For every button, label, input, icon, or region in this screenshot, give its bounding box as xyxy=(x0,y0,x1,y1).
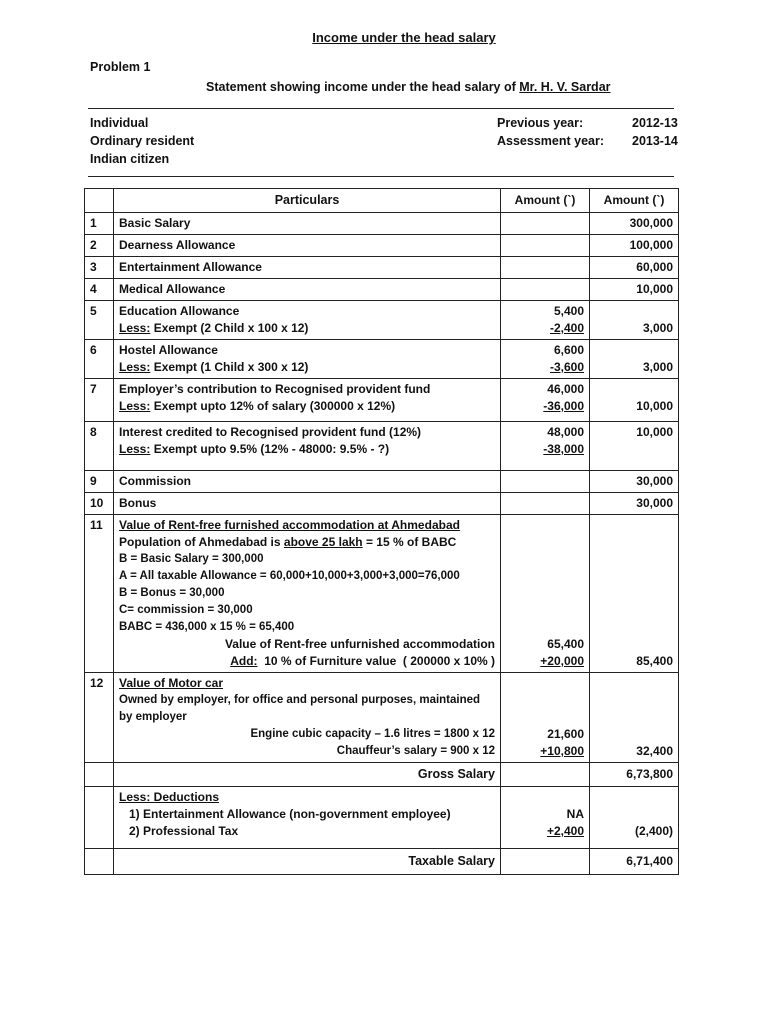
previous-year-value: 2012-13 xyxy=(632,116,678,130)
table-row xyxy=(85,235,679,257)
calc-line: A = All taxable Allowance = 60,000+10,000+3,000+3,000=76,000 xyxy=(119,570,460,582)
table-row xyxy=(85,422,679,471)
row-total: 300,000 xyxy=(590,213,679,235)
table-row-accommodation xyxy=(85,515,679,673)
row-number: 6 xyxy=(85,340,114,379)
population-prefix: Population of Ahmedabad is xyxy=(119,535,284,549)
calc-line: BABC = 436,000 x 15 % = 65,400 xyxy=(119,621,295,633)
row-label: Dearness Allowance xyxy=(114,235,501,257)
assessee-name: Mr. H. V. Sardar xyxy=(519,80,611,94)
row-label: Employer’s contribution to Recognised provident fund xyxy=(119,382,431,396)
row-total: 30,000 xyxy=(590,493,679,515)
table-row xyxy=(85,471,679,493)
divider-bottom xyxy=(88,176,674,177)
row-number: 10 xyxy=(85,493,114,515)
population-suffix: = 15 % of BABC xyxy=(362,535,457,549)
calc-line: B = Basic Salary = 300,000 xyxy=(119,553,264,565)
amount-entertainment-deduction: NA xyxy=(566,807,584,821)
amount-exempt: -2,400 xyxy=(549,321,584,335)
amount-gross: 5,400 xyxy=(553,304,584,318)
row-total: 60,000 xyxy=(590,257,679,279)
row-label: Medical Allowance xyxy=(114,279,501,301)
problem-label: Problem 1 xyxy=(90,60,151,74)
row-label: Interest credited to Recognised provident fund (12%) xyxy=(119,425,422,439)
row-label: Hostel Allowance xyxy=(119,343,218,357)
statement-heading xyxy=(206,80,611,94)
row-number: 9 xyxy=(85,471,114,493)
deductions-row xyxy=(85,787,679,849)
row-total: 10,000 xyxy=(590,379,679,422)
row-label: Basic Salary xyxy=(114,213,501,235)
table-row xyxy=(85,493,679,515)
table-row xyxy=(85,301,679,340)
amount-exempt: -36,000 xyxy=(543,399,584,413)
row-number: 4 xyxy=(85,279,114,301)
page-title: Income under the head salary xyxy=(312,30,496,45)
amount-chauffeur: +10,800 xyxy=(540,744,584,758)
deduction-item: 2) Professional Tax xyxy=(129,824,239,838)
table-row-motor-car xyxy=(85,673,679,763)
add-word: Add: xyxy=(230,654,258,668)
assessee-status: Individual xyxy=(90,116,149,130)
row-number: 2 xyxy=(85,235,114,257)
assessee-residence: Ordinary resident xyxy=(90,134,195,148)
less-text: Exempt (2 Child x 100 x 12) xyxy=(150,321,309,335)
gross-salary-row xyxy=(85,763,679,787)
less-word: Less: xyxy=(119,442,151,456)
amount-exempt: -38,000 xyxy=(543,442,584,456)
taxable-salary-row xyxy=(85,849,679,875)
taxable-salary-label: Taxable Salary xyxy=(114,849,501,875)
calc-line: C= commission = 30,000 xyxy=(119,604,253,616)
table-row xyxy=(85,257,679,279)
row-label: Entertainment Allowance xyxy=(114,257,501,279)
table-row xyxy=(85,213,679,235)
row-total: 3,000 xyxy=(590,340,679,379)
assessment-year-value: 2013-14 xyxy=(632,134,678,148)
row-number: 5 xyxy=(85,301,114,340)
less-word: Less: xyxy=(119,360,151,374)
amount-gross: 46,000 xyxy=(547,382,584,396)
assessment-year-label: Assessment year: xyxy=(497,134,605,148)
divider-top xyxy=(88,108,674,109)
row-label: Commission xyxy=(114,471,501,493)
deductions-total: (2,400) xyxy=(590,787,679,849)
header-amount-1: Amount (`) xyxy=(501,189,590,213)
row-number: 8 xyxy=(85,422,114,471)
row-total: 10,000 xyxy=(590,422,679,471)
amount-gross: 48,000 xyxy=(547,425,584,439)
previous-year-label: Previous year: xyxy=(497,116,584,130)
row-total: 100,000 xyxy=(590,235,679,257)
amount-exempt: -3,600 xyxy=(549,360,584,374)
population-threshold: above 25 lakh xyxy=(283,535,363,549)
row-number: 3 xyxy=(85,257,114,279)
statement-prefix: Statement showing income under the head salary of xyxy=(206,80,520,94)
deductions-heading: Less: Deductions xyxy=(119,790,220,804)
table-row xyxy=(85,379,679,422)
row-label: Bonus xyxy=(114,493,501,515)
calc-line: B = Bonus = 30,000 xyxy=(119,587,225,599)
amount-gross: 6,600 xyxy=(553,343,584,357)
row-number: 7 xyxy=(85,379,114,422)
gross-salary-total: 6,73,800 xyxy=(590,763,679,787)
amount-unfurnished: 65,400 xyxy=(547,637,584,651)
deduction-item: 1) Entertainment Allowance (non-government employee) xyxy=(129,807,451,821)
amount-engine: 21,600 xyxy=(547,727,584,741)
amount-professional-tax: +2,400 xyxy=(546,824,584,838)
less-text: Exempt upto 9.5% (12% - 48000: 9.5% - ?) xyxy=(150,442,390,456)
less-text: Exempt (1 Child x 300 x 12) xyxy=(150,360,309,374)
amount-furniture: +20,000 xyxy=(540,654,584,668)
less-text: Exempt upto 12% of salary (300000 x 12%) xyxy=(150,399,396,413)
header-amount-2: Amount (`) xyxy=(590,189,679,213)
add-text: 10 % of Furniture value ( 200000 x 10% ) xyxy=(257,654,495,668)
header-particulars: Particulars xyxy=(114,189,501,213)
row-total: 32,400 xyxy=(590,673,679,763)
unfurnished-label: Value of Rent-free unfurnished accommodation xyxy=(224,637,495,651)
row-number: 11 xyxy=(85,515,114,673)
row-number: 12 xyxy=(85,673,114,763)
accommodation-heading: Value of Rent-free furnished accommodation at Ahmedabad xyxy=(119,518,460,532)
taxable-salary-total: 6,71,400 xyxy=(590,849,679,875)
table-row xyxy=(85,279,679,301)
less-word: Less: xyxy=(119,321,151,335)
salary-table xyxy=(84,188,679,875)
row-total: 85,400 xyxy=(590,515,679,673)
gross-salary-label: Gross Salary xyxy=(114,763,501,787)
motor-car-heading: Value of Motor car xyxy=(119,676,224,690)
row-label: Education Allowance xyxy=(119,304,240,318)
table-row xyxy=(85,340,679,379)
motor-car-desc: Owned by employer, for office and personal purposes, maintained xyxy=(119,694,481,706)
table-header-row xyxy=(85,189,679,213)
less-word: Less: xyxy=(119,399,151,413)
row-total: 3,000 xyxy=(590,301,679,340)
row-total: 30,000 xyxy=(590,471,679,493)
assessee-citizenship: Indian citizen xyxy=(90,152,170,166)
row-total: 10,000 xyxy=(590,279,679,301)
engine-line: Engine cubic capacity – 1.6 litres = 1800 x 12 xyxy=(250,728,495,740)
row-number: 1 xyxy=(85,213,114,235)
chauffeur-line: Chauffeur’s salary = 900 x 12 xyxy=(336,745,495,757)
motor-car-desc: by employer xyxy=(119,711,187,723)
